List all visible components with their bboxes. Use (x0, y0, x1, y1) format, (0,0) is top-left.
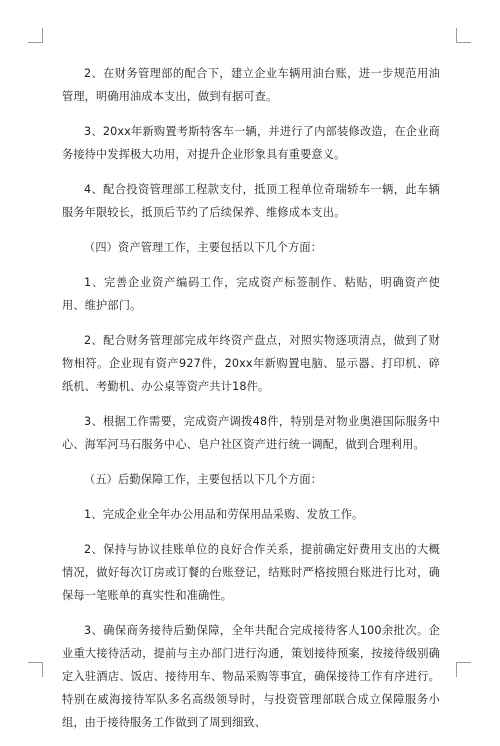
paragraph: 1、完成企业全年办公用品和劳保用品采购、发放工作。 (84, 508, 364, 521)
document-body (62, 62, 440, 746)
paragraph: 4、配合投资管理部工程款支付，抵顶工程单位奇瑞轿车一辆，此车辆服务年限较长，抵顶后节约了后续保养、维修成本支出。 (62, 183, 440, 219)
crop-mark-bottom-left (28, 662, 43, 677)
crop-mark-bottom-right (456, 662, 471, 677)
crop-mark-top-left (28, 28, 43, 43)
crop-mark-top-right (456, 28, 471, 43)
paragraph: 3、20xx年新购置考斯特客车一辆，并进行了内部装修改造，在企业商务接待中发挥极大功用，对提升企业形象具有重要意义。 (62, 125, 440, 161)
paragraph: 3、根据工作需要，完成资产调拨48件，特别是对物业奥港国际服务中心、海军河马石服务中心、皂户社区资产进行统一调配，做到合理利用。 (62, 415, 440, 451)
paragraph: 2、保持与协议挂账单位的良好合作关系，提前确定好费用支出的大概情况，做好每次订房或订餐的台账登记，结账时严格按照台账进行比对，确保每一笔账单的真实性和准确性。 (62, 543, 440, 602)
paragraph: 3、确保商务接待后勤保障，全年共配合完成接待客人100余批次。企业重大接待活动，提前与主办部门进行沟通，策划接待预案，按接待级别确定入驻酒店、饭店、接待用车、物品采购等事宜，确保接待工作有序进行。特别在威海接待军队多名高级领导时，与投资管理部联合成立保障服务小组，由于接待服务工作做到了周到细致、 (62, 624, 440, 729)
paragraph: 1、完善企业资产编码工作，完成资产标签制作、粘贴，明确资产使用、维护部门。 (62, 276, 440, 312)
paragraph: 2、在财务管理部的配合下，建立企业车辆用油台账，进一步规范用油管理，明确用油成本支出，做到有据可查。 (62, 67, 440, 103)
section-heading: （五）后勤保障工作，主要包括以下几个方面： (84, 473, 323, 486)
paragraph: 2、配合财务管理部完成年终资产盘点，对照实物逐项清点，做到了财物相符。企业现有资产927件，20xx年新购置电脑、显示器、打印机、碎纸机、考勤机、办公桌等资产共计18件。 (62, 334, 440, 393)
section-heading: （四）资产管理工作，主要包括以下几个方面： (84, 241, 323, 254)
